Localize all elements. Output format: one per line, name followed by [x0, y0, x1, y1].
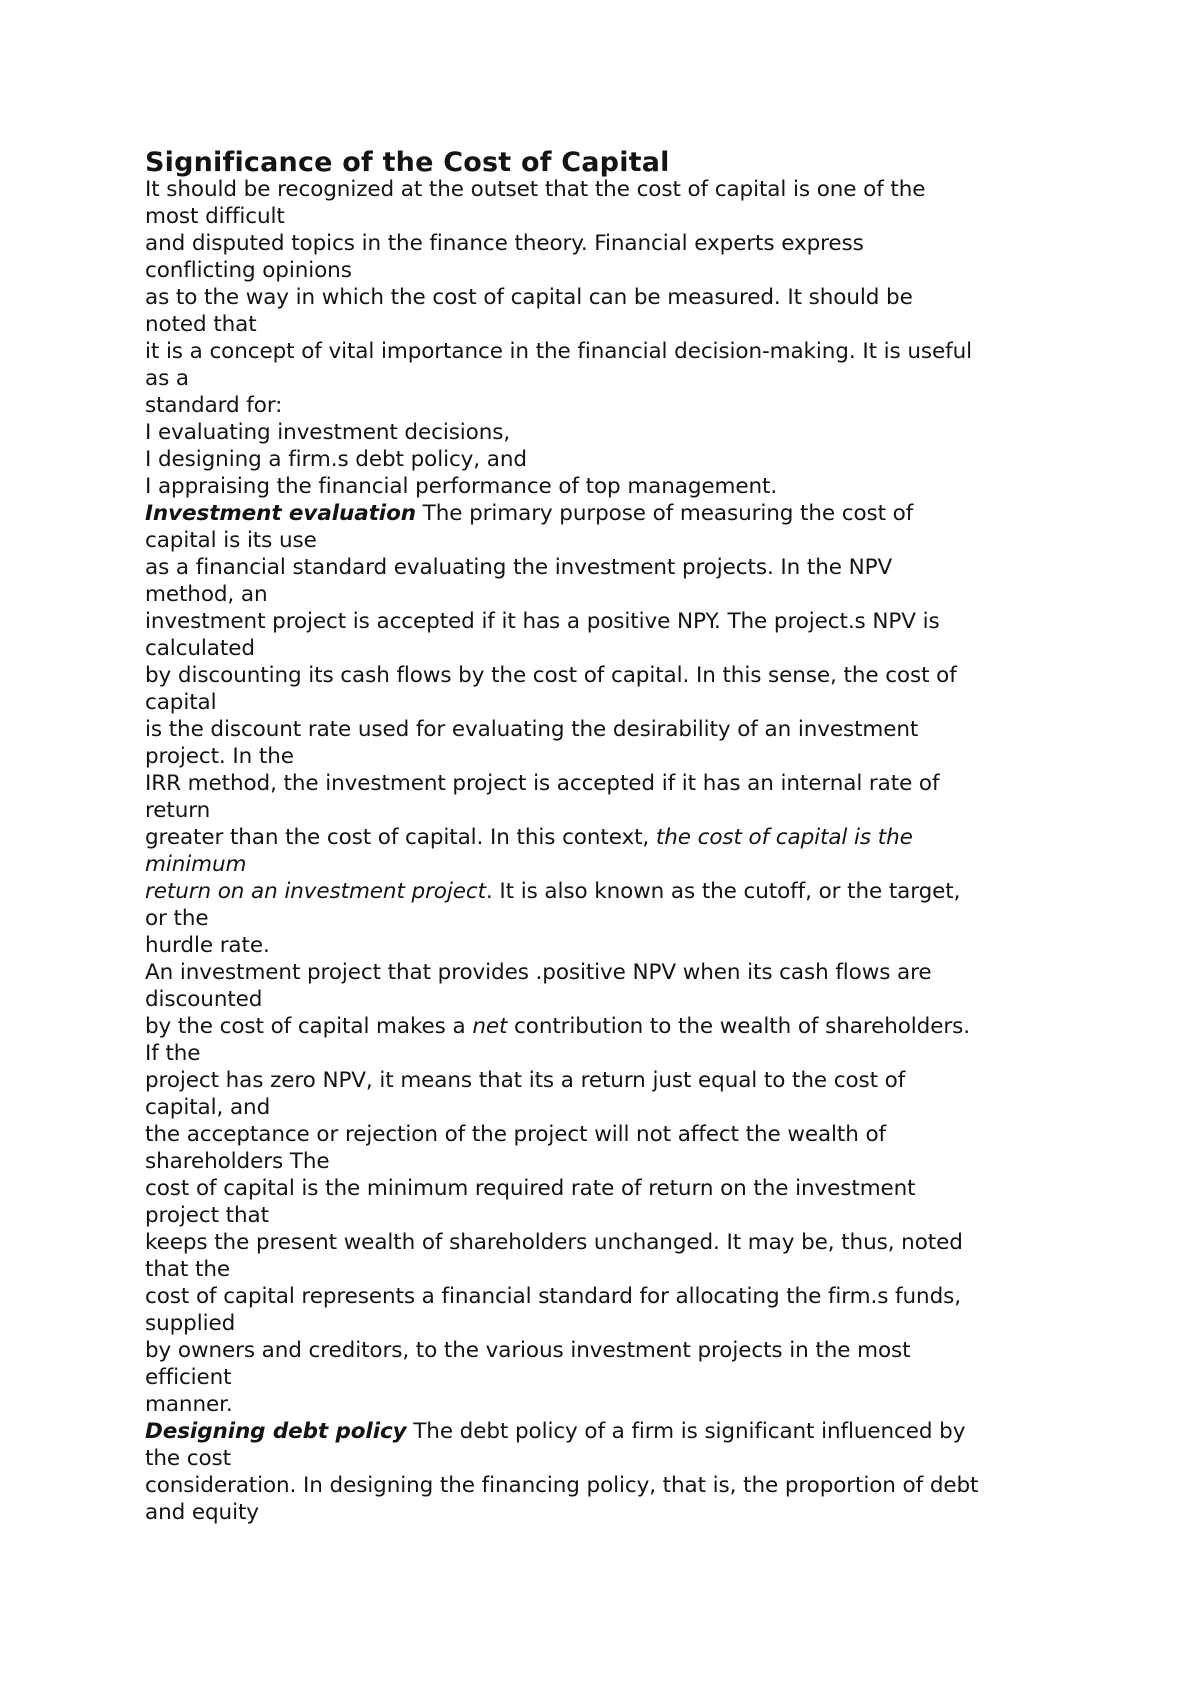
text-segment: project that [145, 1203, 269, 1228]
text-segment: I evaluating investment decisions, [145, 420, 511, 445]
text-line [145, 932, 1075, 959]
text-line [145, 419, 1075, 446]
text-segment: project. In the [145, 744, 294, 769]
text-segment: IRR method, the investment project is accepted if it has an internal rate of [145, 771, 940, 796]
text-line [145, 1310, 1075, 1337]
text-line [145, 1364, 1075, 1391]
text-segment: shareholders The [145, 1149, 330, 1174]
text-segment: method, an [145, 582, 268, 607]
text-segment: I designing a firm.s debt policy, and [145, 447, 527, 472]
text-segment: that the [145, 1257, 230, 1282]
text-line [145, 716, 1075, 743]
text-line [145, 1256, 1075, 1283]
text-line [145, 1418, 1075, 1445]
text-segment: greater than the cost of capital. In this context, [145, 825, 656, 850]
text-line [145, 1229, 1075, 1256]
text-segment: keeps the present wealth of shareholders unchanged. It may be, thus, noted [145, 1230, 963, 1255]
document-body [145, 146, 1075, 1526]
text-segment: cost of capital is the minimum required rate of return on the investment [145, 1176, 916, 1201]
text-line [145, 797, 1075, 824]
text-line [145, 1013, 1075, 1040]
text-line [145, 959, 1075, 986]
text-line [145, 1040, 1075, 1067]
text-segment: manner. [145, 1392, 233, 1417]
text-segment: return [145, 798, 211, 823]
text-segment: supplied [145, 1311, 236, 1336]
text-line [145, 446, 1075, 473]
text-segment: capital [145, 690, 217, 715]
section-heading: Investment evaluation [145, 501, 416, 526]
text-segment: I appraising the financial performance of top management. [145, 474, 778, 499]
text-segment: by the cost of capital makes a [145, 1014, 473, 1039]
text-line [145, 1391, 1075, 1418]
text-segment: the cost [145, 1446, 231, 1471]
text-segment: noted that [145, 312, 257, 337]
text-segment: and equity [145, 1500, 259, 1525]
emphasis-text: the cost of capital is the [655, 825, 913, 850]
text-line [145, 1445, 1075, 1472]
text-line [145, 1202, 1075, 1229]
text-line [145, 1175, 1075, 1202]
text-segment: contribution to the wealth of shareholders. [507, 1014, 970, 1039]
text-line [145, 905, 1075, 932]
text-line [145, 365, 1075, 392]
text-line [145, 338, 1075, 365]
text-line [145, 743, 1075, 770]
text-segment: is the discount rate used for evaluating the desirability of an investment [145, 717, 919, 742]
emphasis-text: net [472, 1014, 508, 1039]
text-line [145, 311, 1075, 338]
text-line [145, 1148, 1075, 1175]
text-line [145, 689, 1075, 716]
text-segment: investment project is accepted if it has a positive NPY. The project.s NPV is [145, 609, 940, 634]
text-segment: standard for: [145, 393, 283, 418]
text-line [145, 527, 1075, 554]
text-segment: It should be recognized at the outset that the cost of capital is one of the [145, 177, 926, 202]
text-line [145, 608, 1075, 635]
text-segment: The debt policy of a firm is significant influenced by [406, 1419, 966, 1444]
text-line [145, 257, 1075, 284]
text-line [145, 824, 1075, 851]
text-line [145, 1067, 1075, 1094]
text-segment: most difficult [145, 204, 285, 229]
emphasis-text: return on an investment project [145, 879, 486, 904]
text-segment: as to the way in which the cost of capital can be measured. It should be [145, 285, 913, 310]
text-line [145, 284, 1075, 311]
text-segment: discounted [145, 987, 263, 1012]
text-line [145, 581, 1075, 608]
text-segment: as a [145, 366, 189, 391]
text-segment: conflicting opinions [145, 258, 352, 283]
emphasis-text: minimum [145, 852, 247, 877]
text-line [145, 1472, 1075, 1499]
text-line [145, 662, 1075, 689]
text-line [145, 1121, 1075, 1148]
text-line [145, 851, 1075, 878]
text-line [145, 770, 1075, 797]
text-line [145, 230, 1075, 257]
text-segment: project has zero NPV, it means that its a return just equal to the cost of [145, 1068, 906, 1093]
text-line [145, 1283, 1075, 1310]
text-segment: by discounting its cash flows by the cost of capital. In this sense, the cost of [145, 663, 957, 688]
text-segment: The primary purpose of measuring the cost of [415, 501, 914, 526]
document-title: Significance of the Cost of Capital [145, 147, 670, 178]
text-segment: . It is also known as the cutoff, or the target, [485, 879, 961, 904]
text-segment: capital is its use [145, 528, 317, 553]
text-line [145, 473, 1075, 500]
text-line [145, 392, 1075, 419]
text-line [145, 554, 1075, 581]
text-segment: the acceptance or rejection of the project will not affect the wealth of [145, 1122, 887, 1147]
text-segment: and disputed topics in the finance theory. Financial experts express [145, 231, 864, 256]
text-line [145, 1337, 1075, 1364]
text-line [145, 176, 1075, 203]
text-segment: capital, and [145, 1095, 271, 1120]
text-line [145, 1094, 1075, 1121]
text-line [145, 986, 1075, 1013]
section-heading: Designing debt policy [145, 1419, 407, 1444]
text-segment: consideration. In designing the financing policy, that is, the proportion of debt [145, 1473, 979, 1498]
text-segment: If the [145, 1041, 201, 1066]
text-line [145, 500, 1075, 527]
text-line [145, 635, 1075, 662]
text-segment: efficient [145, 1365, 232, 1390]
text-segment: as a financial standard evaluating the investment projects. In the NPV [145, 555, 893, 580]
text-segment: hurdle rate. [145, 933, 270, 958]
text-line [145, 1499, 1075, 1526]
document-text [145, 176, 1075, 1526]
text-segment: or the [145, 906, 209, 931]
text-line [145, 878, 1075, 905]
text-segment: it is a concept of vital importance in the financial decision-making. It is useful [145, 339, 972, 364]
text-segment: by owners and creditors, to the various investment projects in the most [145, 1338, 911, 1363]
text-segment: An investment project that provides .positive NPV when its cash flows are [145, 960, 932, 985]
text-line [145, 203, 1075, 230]
text-segment: calculated [145, 636, 255, 661]
text-segment: cost of capital represents a financial standard for allocating the firm.s funds, [145, 1284, 961, 1309]
